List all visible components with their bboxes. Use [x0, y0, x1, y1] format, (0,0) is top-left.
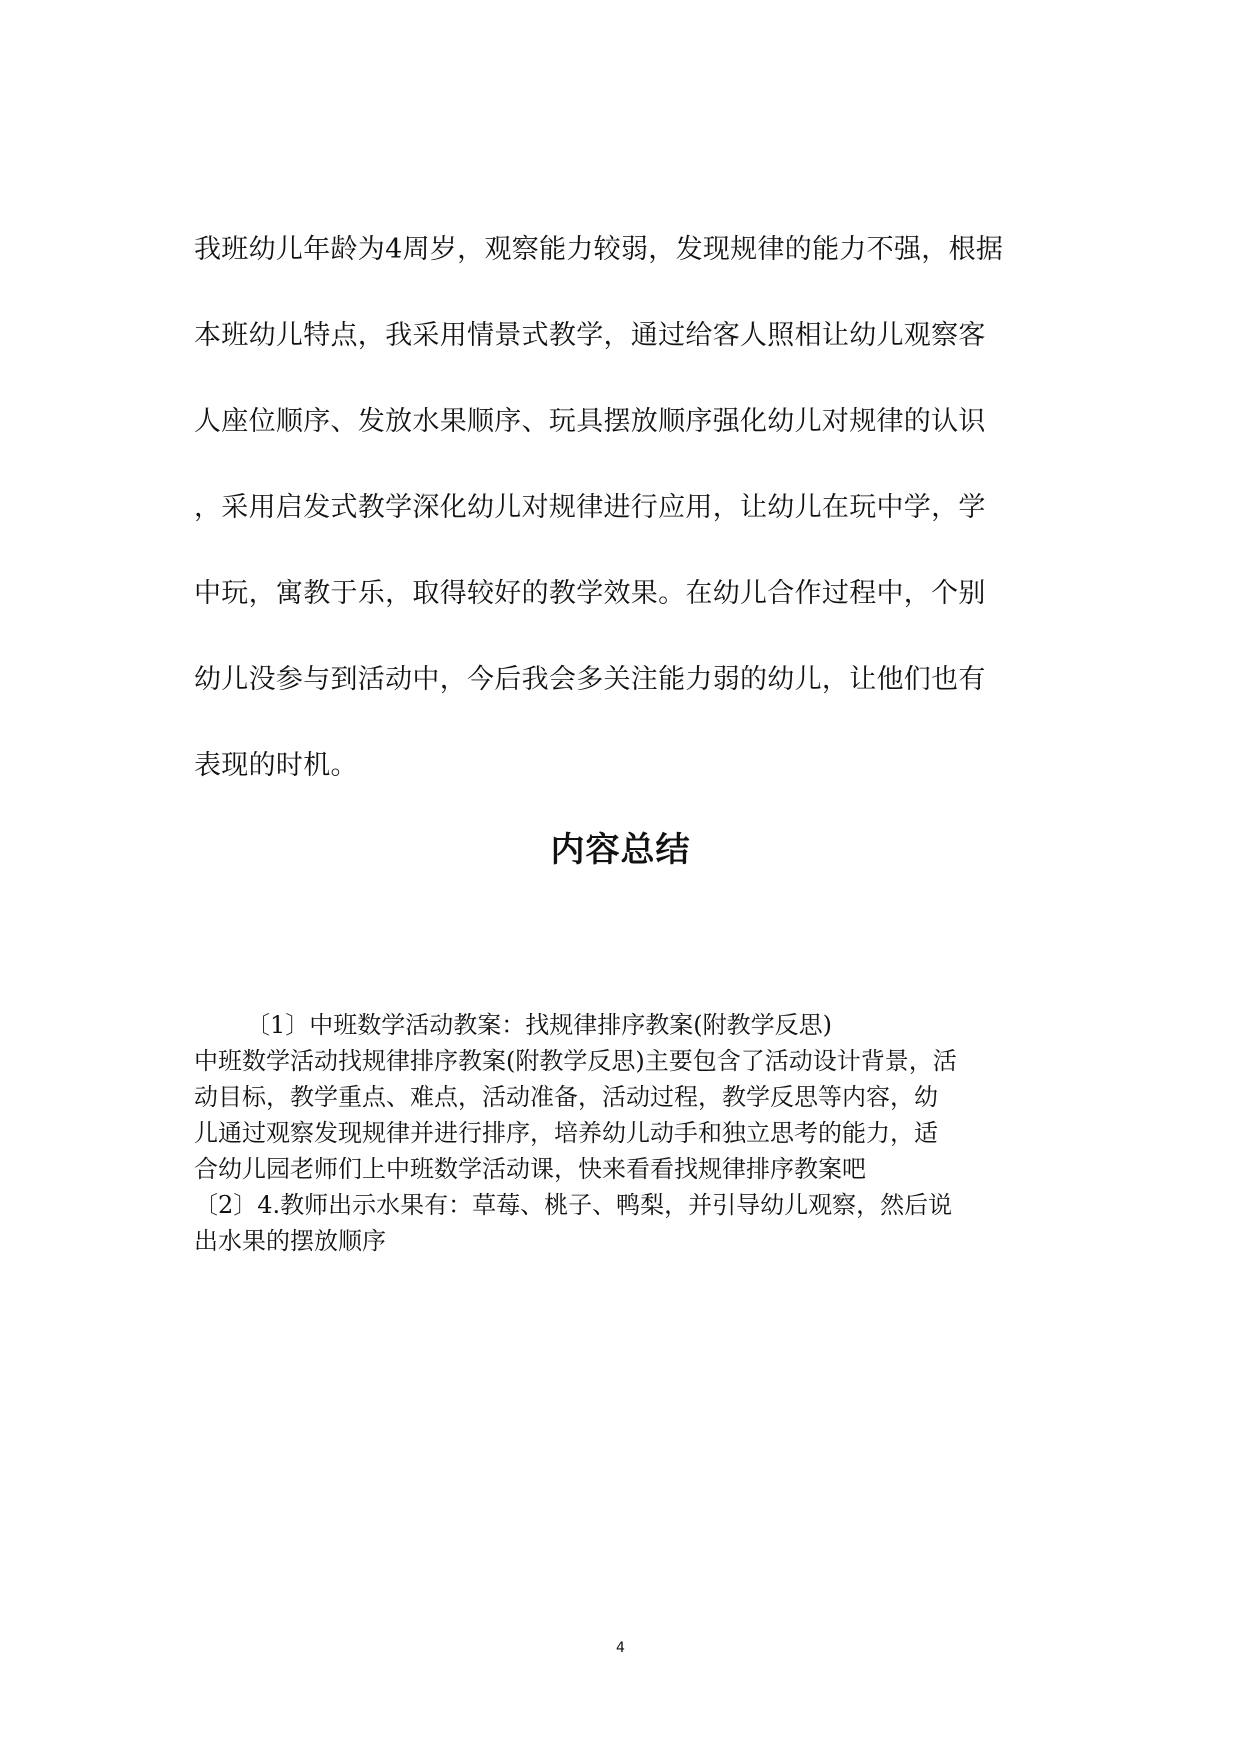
section-title: 内容总结 — [550, 830, 691, 870]
body-line: 本班幼儿特点，我采用情景式教学，通过给客人照相让幼儿观察客 — [194, 320, 986, 351]
summary-line: 合幼儿园老师们上中班数学活动课，快来看看找规律排序教案吧 — [194, 1155, 866, 1183]
body-line: ，采用启发式教学深化幼儿对规律进行应用，让幼儿在玩中学，学 — [194, 492, 986, 523]
summary-line: 儿通过观察发现规律并进行排序，培养幼儿动手和独立思考的能力，适 — [194, 1119, 938, 1147]
body-line: 中玩，寓教于乐，取得较好的教学效果。在幼儿合作过程中，个别 — [194, 578, 986, 609]
summary-line: 〔2〕4.教师出示水果有：草莓、桃子、鸭梨，并引导幼儿观察，然后说 — [194, 1191, 953, 1219]
body-line: 幼儿没参与到活动中，今后我会多关注能力弱的幼儿，让他们也有 — [194, 664, 986, 695]
body-line: 表现的时机。 — [194, 750, 358, 781]
summary-line: 中班数学活动找规律排序教案(附教学反思)主要包含了活动设计背景，活 — [194, 1047, 957, 1075]
body-line: 我班幼儿年龄为4周岁，观察能力较弱，发现规律的能力不强，根据 — [194, 234, 1004, 265]
summary-line: 出水果的摆放顺序 — [194, 1227, 386, 1255]
page-number: 4 — [616, 1640, 625, 1656]
summary-line: 动目标，教学重点、难点，活动准备，活动过程，教学反思等内容，幼 — [194, 1083, 938, 1111]
summary-line: 〔1〕中班数学活动教案：找规律排序教案(附教学反思) — [246, 1011, 832, 1039]
body-line: 人座位顺序、发放水果顺序、玩具摆放顺序强化幼儿对规律的认识 — [194, 406, 986, 437]
